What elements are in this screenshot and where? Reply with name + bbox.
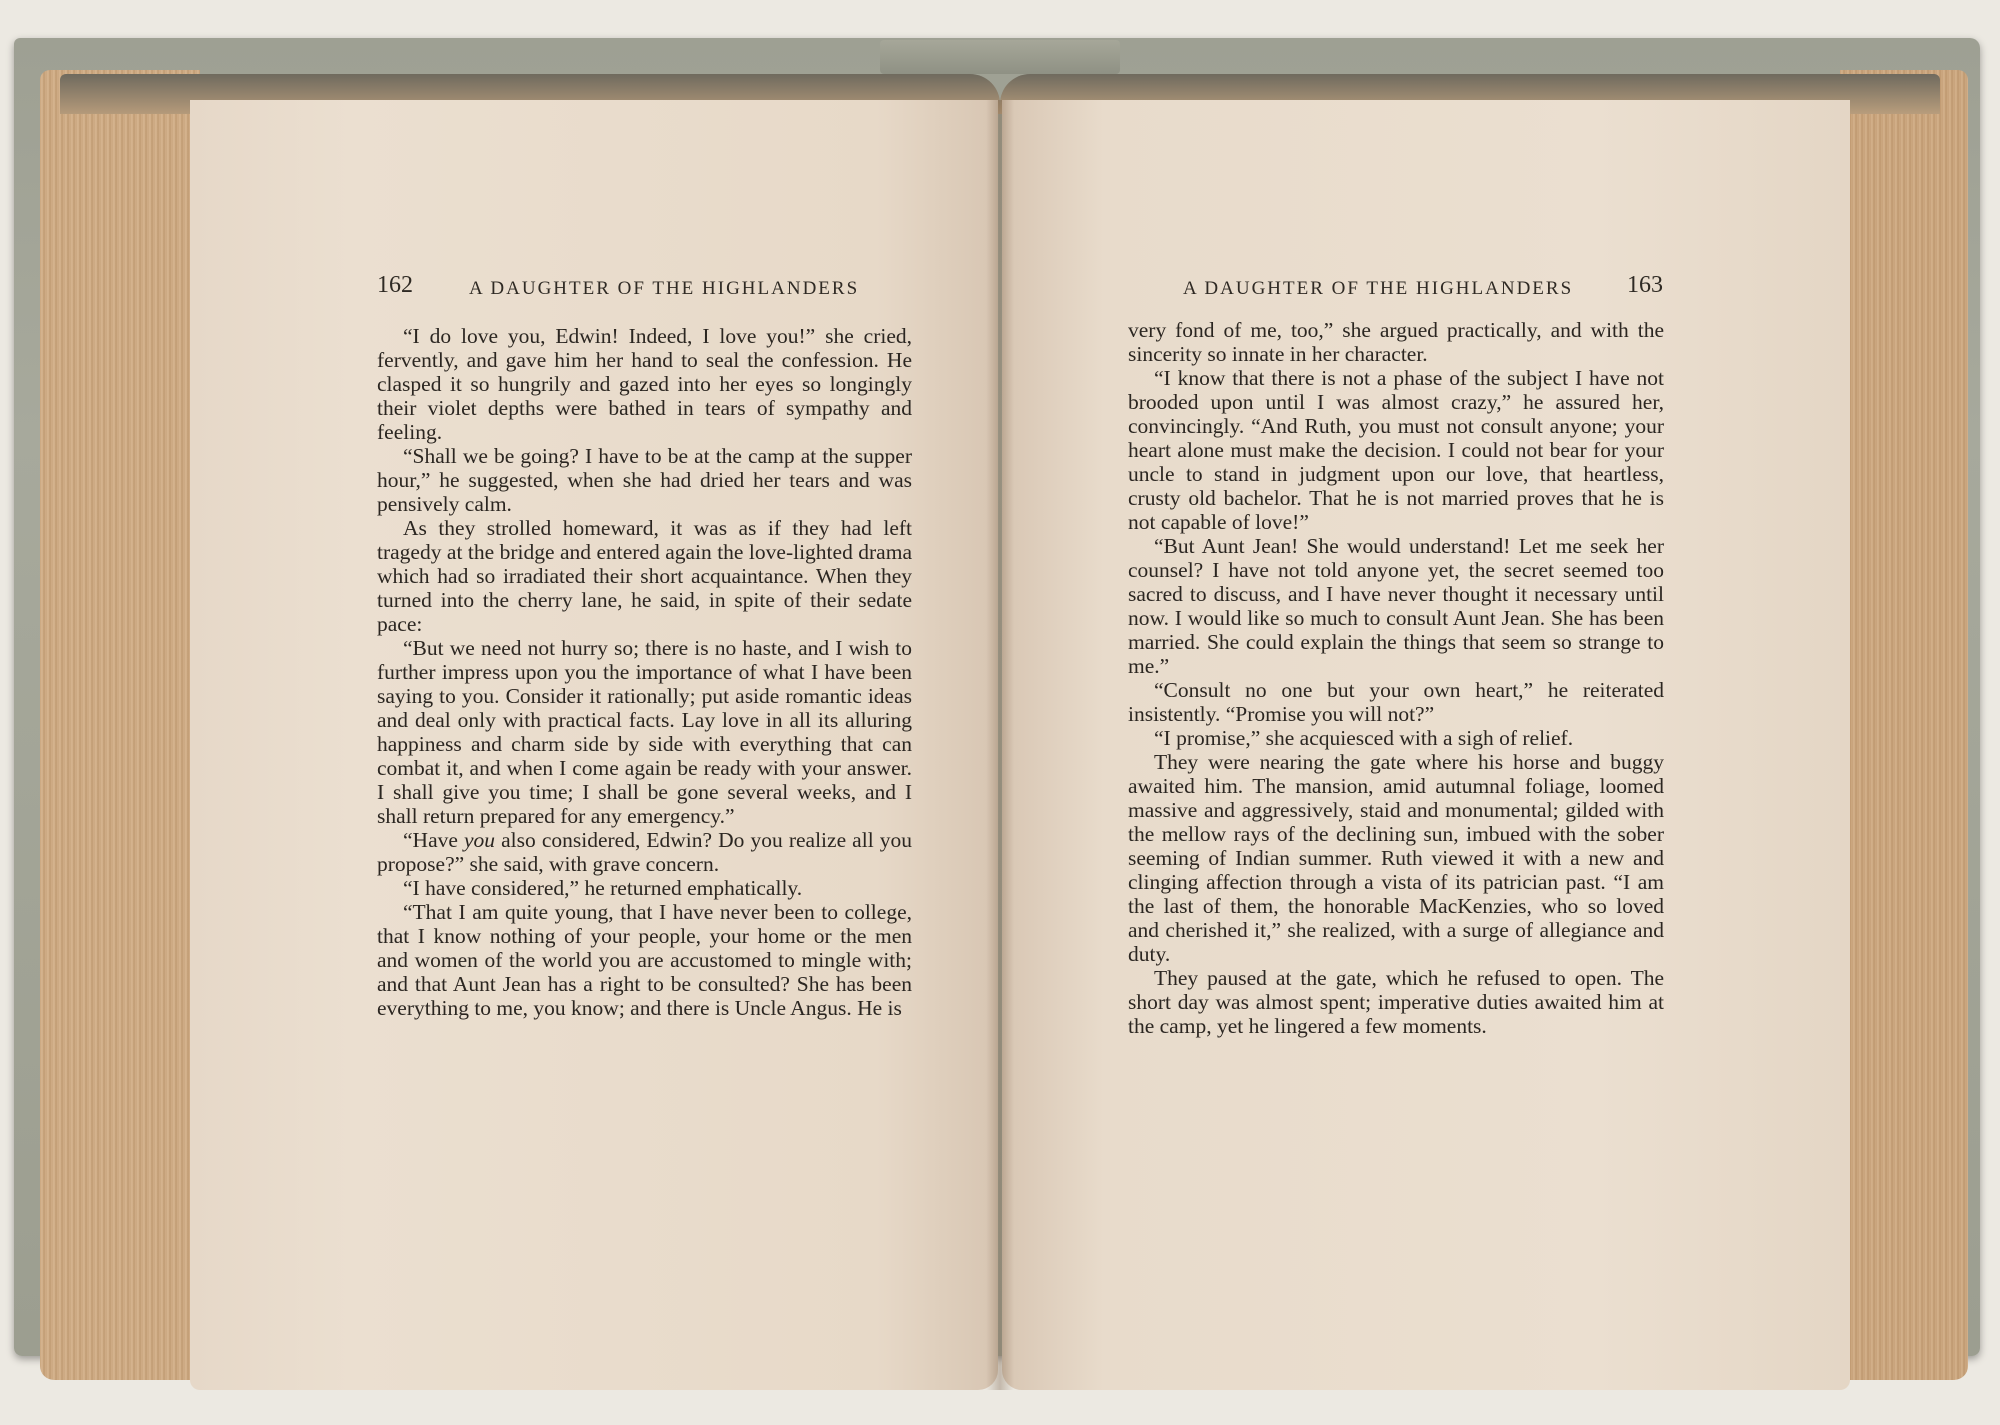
paragraph-continued: very fond of me, too,” she argued practically, and with the sincerity so innate in her character. [1128, 318, 1664, 366]
paragraph: “I have considered,” he returned emphatically. [403, 876, 803, 900]
emphasis-text: you [463, 828, 496, 852]
right-page-text [1128, 318, 1664, 1038]
paragraph: “Shall we be going? I have to be at the camp at the supper hour,” he suggested, when she had dried her tears and was pensively calm. [377, 444, 912, 516]
left-running-title: A DAUGHTER OF THE HIGHLANDERS [469, 278, 860, 299]
paragraph: “I promise,” she acquiesced with a sigh of relief. [1154, 726, 1574, 750]
left-running-head [377, 272, 917, 306]
page-edges-right [1840, 70, 1968, 1380]
paragraph: They were nearing the gate where his horse and buggy awaited him. The mansion, amid autumnal foliage, loomed massive and aggressively, staid and monumental; gilded with the mellow rays of the declining sun, imbued with the sober seeming of Indian summer. Ruth viewed it with a new and clinging affection through a vista of its patrician past. “I am the last of them, the honorable MacKenzies, who so loved and cherished it,” she realized, with a surge of allegiance and duty. [1128, 750, 1664, 966]
paragraph: “I do love you, Edwin! Indeed, I love you!” she cried, fervently, and gave him her hand to seal the confession. He clasped it so hungrily and gazed into her eyes so longingly their violet depths were bathed in tears of sympathy and feeling. [377, 324, 912, 444]
paragraph: “But Aunt Jean! She would understand! Let me seek her counsel? I have not told anyone yet, the secret seemed too sacred to discuss, and I have never thought it necessary until now. I would like so much to consult Aunt Jean. She has been married. She could explain the things that seem so strange to me.” [1128, 534, 1664, 678]
book-gutter [986, 100, 1014, 1390]
right-running-title: A DAUGHTER OF THE HIGHLANDERS [1183, 278, 1574, 299]
paragraph: As they strolled homeward, it was as if they had left tragedy at the bridge and entered again the love-lighted drama which had so irradiated their short acquaintance. When they turned into the cherry lane, he said, in spite of their sedate pace: [377, 516, 912, 636]
page-edges-left [40, 70, 200, 1380]
left-page-number: 162 [377, 272, 413, 298]
paragraph [377, 828, 912, 876]
paragraph-text: “Have [403, 828, 464, 852]
paragraph: “Consult no one but your own heart,” he reiterated insistently. “Promise you will not?” [1128, 678, 1664, 726]
left-page-text [377, 324, 912, 1020]
right-page-number: 163 [1627, 272, 1663, 298]
paragraph: “That I am quite young, that I have never been to college, that I know nothing of your people, your home or the men and women of the world you are accustomed to mingle with; and that Aunt Jean has a right to be consulted? She has been everything to me, you know; and there is Uncle Angus. He is [377, 900, 912, 1020]
paragraph: “But we need not hurry so; there is no haste, and I wish to further impress upon you the importance of what I have been saying to you. Consider it rationally; put aside romantic ideas and deal only with practical facts. Lay love in all its alluring happiness and charm side by side with everything that can combat it, and when I come again be ready with your answer. I shall give you time; I shall be gone several weeks, and I shall return prepared for any emergency.” [377, 636, 912, 828]
right-running-head [1183, 272, 1663, 306]
paragraph-text: also considered, Edwin? Do you realize all you propose?” she said, with grave concern. [377, 828, 912, 876]
paragraph: They paused at the gate, which he refused to open. The short day was almost spent; imperative duties awaited him at the camp, yet he lingered a few moments. [1128, 966, 1664, 1038]
book-spine-cap [880, 40, 1120, 74]
paragraph: “I know that there is not a phase of the subject I have not brooded upon until I was almost crazy,” he assured her, convincingly. “And Ruth, you must not consult anyone; your heart alone must make the decision. I could not bear for your uncle to stand in judgment upon our love, that heartless, crusty old bachelor. That he is not married proves that he is not capable of love!” [1128, 366, 1664, 534]
